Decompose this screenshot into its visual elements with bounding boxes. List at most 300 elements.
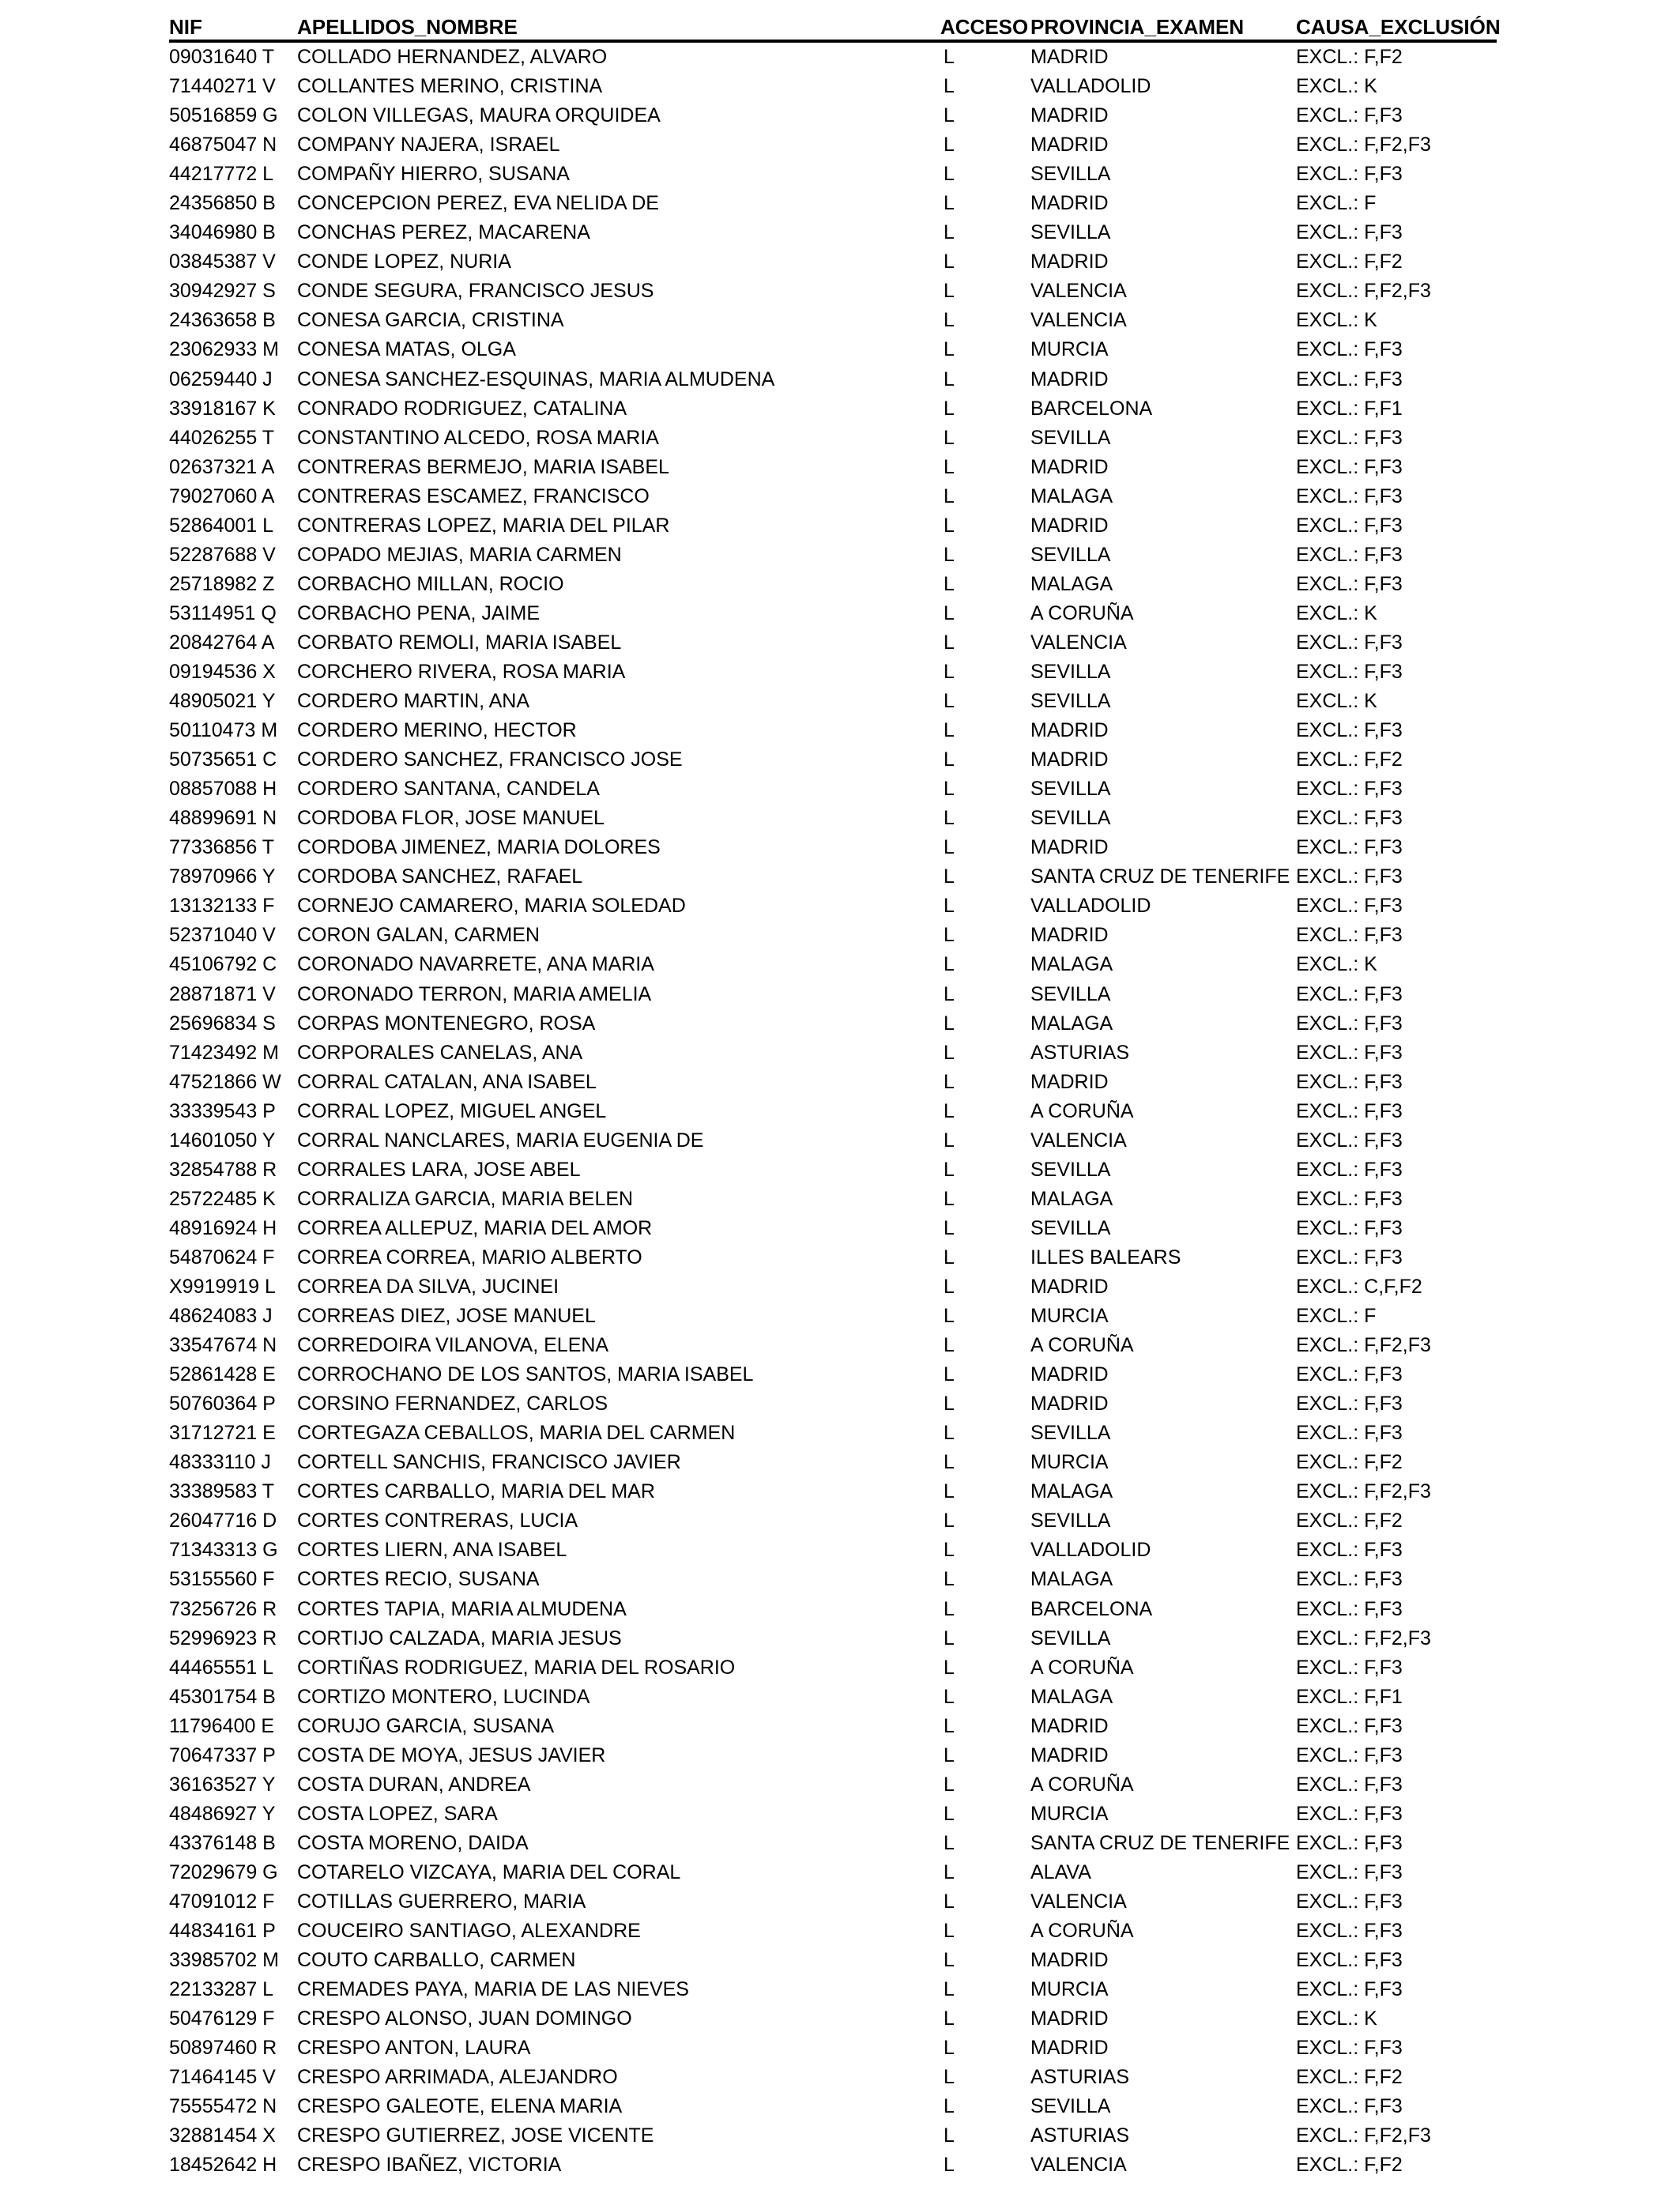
- cell-nif: 14601050 Y: [169, 1129, 276, 1152]
- cell-nif: X9919919 L: [169, 1275, 276, 1298]
- cell-causa-exclusion: EXCL.: F,F3: [1296, 719, 1403, 742]
- cell-nif: 08857088 H: [169, 778, 277, 801]
- cell-provincia-examen: MADRID: [1030, 46, 1109, 69]
- cell-causa-exclusion: EXCL.: F,F3: [1296, 1070, 1403, 1093]
- cell-nif: 11796400 E: [169, 1714, 274, 1737]
- cell-causa-exclusion: EXCL.: F,F3: [1296, 924, 1403, 947]
- cell-provincia-examen: MADRID: [1030, 251, 1109, 273]
- cell-provincia-examen: MALAGA: [1030, 1012, 1113, 1035]
- cell-causa-exclusion: EXCL.: F,F3: [1296, 163, 1403, 186]
- cell-provincia-examen: MURCIA: [1030, 1305, 1109, 1328]
- cell-apellidos-nombre: CORDOBA FLOR, JOSE MANUEL: [297, 807, 605, 830]
- cell-provincia-examen: MADRID: [1030, 2007, 1109, 2030]
- cell-causa-exclusion: EXCL.: F,F3: [1296, 836, 1403, 859]
- cell-acceso: L: [944, 1246, 955, 1269]
- table-row: [169, 1858, 1497, 1887]
- cell-nif: 22133287 L: [169, 1978, 274, 2001]
- cell-apellidos-nombre: CONCEPCION PEREZ, EVA NELIDA DE: [297, 192, 659, 215]
- cell-provincia-examen: MADRID: [1030, 1393, 1109, 1416]
- cell-acceso: L: [944, 1480, 955, 1503]
- cell-provincia-examen: MURCIA: [1030, 1451, 1109, 1474]
- table-row: [169, 687, 1497, 716]
- table-row: [169, 541, 1497, 570]
- cell-acceso: L: [944, 1539, 955, 1562]
- cell-acceso: L: [944, 397, 955, 420]
- cell-nif: 36163527 Y: [169, 1773, 276, 1796]
- table-row: [169, 306, 1497, 335]
- cell-apellidos-nombre: COSTA MORENO, DAIDA: [297, 1831, 529, 1854]
- cell-nif: 33918167 K: [169, 397, 276, 420]
- cell-provincia-examen: SEVILLA: [1030, 1158, 1111, 1181]
- cell-nif: 50110473 M: [169, 719, 278, 742]
- exclusion-table: [169, 8, 1501, 2180]
- cell-acceso: L: [944, 2066, 955, 2089]
- cell-causa-exclusion: EXCL.: F,F3: [1296, 1890, 1403, 1913]
- cell-nif: 79027060 A: [169, 484, 275, 507]
- cell-provincia-examen: MALAGA: [1030, 953, 1113, 976]
- cell-apellidos-nombre: CORDOBA JIMENEZ, MARIA DOLORES: [297, 836, 661, 859]
- cell-provincia-examen: SEVILLA: [1030, 543, 1111, 566]
- cell-apellidos-nombre: CORDERO MERINO, HECTOR: [297, 719, 577, 742]
- cell-provincia-examen: MALAGA: [1030, 572, 1113, 595]
- table-row: [169, 1653, 1497, 1683]
- cell-nif: 44834161 P: [169, 1920, 276, 1943]
- cell-nif: 33547674 N: [169, 1334, 277, 1357]
- cell-acceso: L: [944, 748, 955, 771]
- cell-apellidos-nombre: CRESPO ANTON, LAURA: [297, 2037, 531, 2060]
- cell-nif: 78970966 Y: [169, 865, 276, 888]
- header-apellidos-nombre: APELLIDOS_NOMBRE: [297, 8, 940, 41]
- cell-apellidos-nombre: CORRAL NANCLARES, MARIA EUGENIA DE: [297, 1129, 704, 1152]
- cell-provincia-examen: A CORUÑA: [1030, 601, 1134, 624]
- table-row: [169, 2092, 1497, 2121]
- cell-acceso: L: [944, 1216, 955, 1239]
- table-row: [169, 511, 1497, 541]
- cell-nif: 48624083 J: [169, 1305, 273, 1328]
- cell-causa-exclusion: EXCL.: F,F3: [1296, 982, 1403, 1005]
- table-row: [169, 1155, 1497, 1185]
- cell-provincia-examen: BARCELONA: [1030, 1597, 1153, 1620]
- cell-nif: 09194536 X: [169, 661, 276, 683]
- cell-causa-exclusion: EXCL.: F,F3: [1296, 1187, 1403, 1210]
- cell-acceso: L: [944, 46, 955, 69]
- table-row: [169, 453, 1497, 482]
- cell-causa-exclusion: EXCL.: K: [1296, 75, 1377, 98]
- cell-nif: 72029679 G: [169, 1860, 278, 1883]
- cell-nif: 48899691 N: [169, 807, 277, 830]
- cell-causa-exclusion: EXCL.: F,F3: [1296, 104, 1403, 127]
- cell-causa-exclusion: EXCL.: F,F3: [1296, 1978, 1403, 2001]
- cell-nif: 50735651 C: [169, 748, 277, 771]
- cell-provincia-examen: MADRID: [1030, 134, 1109, 156]
- cell-provincia-examen: ILLES BALEARS: [1030, 1246, 1181, 1269]
- table-row: [169, 482, 1497, 511]
- cell-apellidos-nombre: CORREDOIRA VILANOVA, ELENA: [297, 1334, 609, 1357]
- cell-causa-exclusion: EXCL.: F,F3: [1296, 543, 1403, 566]
- cell-provincia-examen: MADRID: [1030, 1363, 1109, 1386]
- table-row: [169, 2063, 1497, 2092]
- cell-causa-exclusion: EXCL.: F,F3: [1296, 1860, 1403, 1883]
- cell-provincia-examen: VALENCIA: [1030, 2154, 1127, 2177]
- cell-nif: 32854788 R: [169, 1158, 277, 1181]
- cell-provincia-examen: MALAGA: [1030, 1187, 1113, 1210]
- table-row: [169, 1770, 1497, 1800]
- cell-acceso: L: [944, 543, 955, 566]
- table-row: [169, 570, 1497, 599]
- table-row: [169, 1214, 1497, 1243]
- cell-causa-exclusion: EXCL.: F: [1296, 1305, 1377, 1328]
- cell-provincia-examen: MADRID: [1030, 455, 1109, 478]
- cell-causa-exclusion: EXCL.: F,F2: [1296, 1510, 1403, 1532]
- cell-apellidos-nombre: CORON GALAN, CARMEN: [297, 924, 540, 947]
- cell-acceso: L: [944, 1041, 955, 1064]
- table-row: [169, 950, 1497, 979]
- cell-apellidos-nombre: CORDOBA SANCHEZ, RAFAEL: [297, 865, 583, 888]
- cell-nif: 70647337 P: [169, 1744, 276, 1766]
- cell-provincia-examen: SEVILLA: [1030, 661, 1111, 683]
- cell-acceso: L: [944, 221, 955, 244]
- table-row: [169, 424, 1497, 453]
- cell-causa-exclusion: EXCL.: F,F3: [1296, 1656, 1403, 1679]
- cell-causa-exclusion: EXCL.: F,F3: [1296, 484, 1403, 507]
- cell-apellidos-nombre: CORTES CARBALLO, MARIA DEL MAR: [297, 1480, 655, 1503]
- cell-nif: 44465551 L: [169, 1656, 274, 1679]
- cell-apellidos-nombre: CONRADO RODRIGUEZ, CATALINA: [297, 397, 627, 420]
- cell-provincia-examen: SEVILLA: [1030, 1510, 1111, 1532]
- cell-acceso: L: [944, 1129, 955, 1152]
- table-row: [169, 2034, 1497, 2063]
- table-row: [169, 980, 1497, 1009]
- cell-causa-exclusion: EXCL.: F,F3: [1296, 368, 1403, 390]
- cell-acceso: L: [944, 455, 955, 478]
- table-row: [169, 1126, 1497, 1155]
- cell-acceso: L: [944, 134, 955, 156]
- cell-apellidos-nombre: CRESPO GALEOTE, ELENA MARIA: [297, 2095, 623, 2118]
- cell-apellidos-nombre: CONESA SANCHEZ-ESQUINAS, MARIA ALMUDENA: [297, 368, 775, 390]
- cell-nif: 44217772 L: [169, 163, 274, 186]
- cell-provincia-examen: MADRID: [1030, 836, 1109, 859]
- cell-apellidos-nombre: CORPAS MONTENEGRO, ROSA: [297, 1012, 596, 1035]
- cell-acceso: L: [944, 1744, 955, 1766]
- cell-apellidos-nombre: CONTRERAS LOPEZ, MARIA DEL PILAR: [297, 514, 670, 537]
- cell-causa-exclusion: EXCL.: F,F2: [1296, 2154, 1403, 2177]
- cell-acceso: L: [944, 2037, 955, 2060]
- cell-apellidos-nombre: COSTA DE MOYA, JESUS JAVIER: [297, 1744, 606, 1766]
- cell-provincia-examen: MADRID: [1030, 748, 1109, 771]
- cell-provincia-examen: SANTA CRUZ DE TENERIFE: [1030, 865, 1290, 888]
- cell-apellidos-nombre: CONESA GARCIA, CRISTINA: [297, 309, 564, 332]
- table-row: [169, 1419, 1497, 1448]
- cell-nif: 50760364 P: [169, 1393, 276, 1416]
- cell-nif: 52861428 E: [169, 1363, 276, 1386]
- cell-nif: 26047716 D: [169, 1510, 277, 1532]
- cell-causa-exclusion: EXCL.: F,F3: [1296, 426, 1403, 449]
- table-row: [169, 599, 1497, 628]
- cell-acceso: L: [944, 2154, 955, 2177]
- cell-provincia-examen: SEVILLA: [1030, 982, 1111, 1005]
- cell-apellidos-nombre: CRESPO GUTIERREZ, JOSE VICENTE: [297, 2124, 654, 2147]
- table-row: [169, 628, 1497, 658]
- table-row: [169, 1068, 1497, 1097]
- cell-nif: 13132133 F: [169, 895, 275, 918]
- table-row: [169, 1097, 1497, 1126]
- cell-causa-exclusion: EXCL.: F,F1: [1296, 1685, 1403, 1708]
- cell-apellidos-nombre: CONESA MATAS, OLGA: [297, 338, 516, 361]
- table-row: [169, 1946, 1497, 1975]
- cell-apellidos-nombre: CORREA ALLEPUZ, MARIA DEL AMOR: [297, 1216, 653, 1239]
- cell-acceso: L: [944, 1510, 955, 1532]
- table-row: [169, 892, 1497, 921]
- cell-provincia-examen: MADRID: [1030, 104, 1109, 127]
- cell-nif: 46875047 N: [169, 134, 277, 156]
- cell-apellidos-nombre: COPADO MEJIAS, MARIA CARMEN: [297, 543, 622, 566]
- table-row: [169, 2151, 1497, 2180]
- cell-causa-exclusion: EXCL.: F,F2,F3: [1296, 1334, 1431, 1357]
- cell-apellidos-nombre: CRESPO ARRIMADA, ALEJANDRO: [297, 2066, 618, 2089]
- cell-acceso: L: [944, 1187, 955, 1210]
- cell-acceso: L: [944, 1305, 955, 1328]
- cell-causa-exclusion: EXCL.: F,F3: [1296, 1012, 1403, 1035]
- table-row: [169, 658, 1497, 687]
- table-row: [169, 72, 1497, 101]
- cell-causa-exclusion: EXCL.: F,F3: [1296, 1393, 1403, 1416]
- cell-acceso: L: [944, 1860, 955, 1883]
- cell-causa-exclusion: EXCL.: F,F3: [1296, 1744, 1403, 1766]
- cell-nif: 54870624 F: [169, 1246, 275, 1269]
- cell-apellidos-nombre: CORBACHO MILLAN, ROCIO: [297, 572, 564, 595]
- cell-acceso: L: [944, 982, 955, 1005]
- cell-nif: 24363658 B: [169, 309, 276, 332]
- cell-causa-exclusion: EXCL.: F,F2: [1296, 1451, 1403, 1474]
- cell-apellidos-nombre: CORTES TAPIA, MARIA ALMUDENA: [297, 1597, 627, 1620]
- cell-nif: 71423492 M: [169, 1041, 280, 1064]
- table-row: [169, 1448, 1497, 1477]
- cell-nif: 31712721 E: [169, 1422, 276, 1445]
- cell-acceso: L: [944, 631, 955, 654]
- cell-acceso: L: [944, 426, 955, 449]
- cell-nif: 09031640 T: [169, 46, 274, 69]
- cell-nif: 50516859 G: [169, 104, 278, 127]
- cell-nif: 02637321 A: [169, 455, 275, 478]
- cell-acceso: L: [944, 836, 955, 859]
- cell-provincia-examen: VALENCIA: [1030, 1129, 1127, 1152]
- cell-nif: 48333110 J: [169, 1451, 271, 1474]
- header-acceso: ACCESO: [940, 8, 1030, 41]
- cell-causa-exclusion: EXCL.: F,F3: [1296, 895, 1403, 918]
- cell-causa-exclusion: EXCL.: F,F2: [1296, 748, 1403, 771]
- cell-apellidos-nombre: CORRAL CATALAN, ANA ISABEL: [297, 1070, 597, 1093]
- cell-nif: 50897460 R: [169, 2037, 277, 2060]
- cell-provincia-examen: MURCIA: [1030, 1978, 1109, 2001]
- cell-acceso: L: [944, 865, 955, 888]
- cell-causa-exclusion: EXCL.: F,F3: [1296, 338, 1403, 361]
- cell-acceso: L: [944, 1334, 955, 1357]
- cell-apellidos-nombre: CONCHAS PEREZ, MACARENA: [297, 221, 590, 244]
- cell-acceso: L: [944, 1773, 955, 1796]
- cell-provincia-examen: MURCIA: [1030, 338, 1109, 361]
- cell-provincia-examen: SEVILLA: [1030, 426, 1111, 449]
- cell-nif: 32881454 X: [169, 2124, 276, 2147]
- cell-provincia-examen: MADRID: [1030, 719, 1109, 742]
- cell-causa-exclusion: EXCL.: F,F3: [1296, 807, 1403, 830]
- cell-nif: 48916924 H: [169, 1216, 277, 1239]
- cell-provincia-examen: MADRID: [1030, 924, 1109, 947]
- cell-causa-exclusion: EXCL.: F,F3: [1296, 1041, 1403, 1064]
- cell-acceso: L: [944, 1949, 955, 1972]
- table-row: [169, 394, 1497, 424]
- cell-apellidos-nombre: COLON VILLEGAS, MAURA ORQUIDEA: [297, 104, 661, 127]
- cell-acceso: L: [944, 2124, 955, 2147]
- cell-nif: 33985702 M: [169, 1949, 280, 1972]
- cell-acceso: L: [944, 104, 955, 127]
- table-row: [169, 1536, 1497, 1565]
- cell-acceso: L: [944, 309, 955, 332]
- cell-provincia-examen: MADRID: [1030, 1070, 1109, 1093]
- cell-nif: 25718982 Z: [169, 572, 275, 595]
- cell-acceso: L: [944, 601, 955, 624]
- cell-provincia-examen: MADRID: [1030, 514, 1109, 537]
- table-row: [169, 1594, 1497, 1623]
- cell-apellidos-nombre: CORTIJO CALZADA, MARIA JESUS: [297, 1627, 622, 1649]
- cell-causa-exclusion: EXCL.: F,F2,F3: [1296, 280, 1431, 303]
- cell-provincia-examen: A CORUÑA: [1030, 1334, 1134, 1357]
- cell-nif: 77336856 T: [169, 836, 274, 859]
- cell-causa-exclusion: EXCL.: F,F2: [1296, 251, 1403, 273]
- cell-provincia-examen: VALLADOLID: [1030, 1539, 1151, 1562]
- cell-apellidos-nombre: COUCEIRO SANTIAGO, ALEXANDRE: [297, 1920, 641, 1943]
- cell-apellidos-nombre: CRESPO IBAÑEZ, VICTORIA: [297, 2154, 562, 2177]
- cell-nif: 24356850 B: [169, 192, 276, 215]
- cell-apellidos-nombre: CORDERO SANCHEZ, FRANCISCO JOSE: [297, 748, 683, 771]
- cell-nif: 45106792 C: [169, 953, 277, 976]
- cell-nif: 48905021 Y: [169, 690, 276, 713]
- table-row: [169, 1389, 1497, 1419]
- cell-causa-exclusion: EXCL.: F,F3: [1296, 2037, 1403, 2060]
- cell-provincia-examen: A CORUÑA: [1030, 1773, 1134, 1796]
- table-row: [169, 1243, 1497, 1272]
- table-row: [169, 2121, 1497, 2151]
- cell-causa-exclusion: EXCL.: F,F3: [1296, 778, 1403, 801]
- cell-causa-exclusion: EXCL.: K: [1296, 690, 1377, 713]
- cell-causa-exclusion: EXCL.: F,F3: [1296, 1802, 1403, 1825]
- cell-acceso: L: [944, 514, 955, 537]
- cell-nif: 34046980 B: [169, 221, 276, 244]
- cell-acceso: L: [944, 1363, 955, 1386]
- table-row: [169, 247, 1497, 277]
- table-row: [169, 1477, 1497, 1506]
- cell-nif: 73256726 R: [169, 1597, 277, 1620]
- cell-nif: 06259440 J: [169, 368, 273, 390]
- cell-acceso: L: [944, 778, 955, 801]
- header-provincia-examen: PROVINCIA_EXAMEN: [1030, 8, 1296, 41]
- cell-nif: 23062933 M: [169, 338, 280, 361]
- cell-provincia-examen: SEVILLA: [1030, 778, 1111, 801]
- cell-apellidos-nombre: COMPAÑY HIERRO, SUSANA: [297, 163, 570, 186]
- cell-apellidos-nombre: CREMADES PAYA, MARIA DE LAS NIEVES: [297, 1978, 689, 2001]
- cell-provincia-examen: A CORUÑA: [1030, 1656, 1134, 1679]
- cell-apellidos-nombre: CORDERO SANTANA, CANDELA: [297, 778, 600, 801]
- cell-causa-exclusion: EXCL.: F,F2: [1296, 2066, 1403, 2089]
- cell-nif: 47091012 F: [169, 1890, 275, 1913]
- cell-apellidos-nombre: CORTES CONTRERAS, LUCIA: [297, 1510, 578, 1532]
- cell-apellidos-nombre: CORRALES LARA, JOSE ABEL: [297, 1158, 581, 1181]
- table-row: [169, 1506, 1497, 1536]
- cell-acceso: L: [944, 1978, 955, 2001]
- cell-apellidos-nombre: CORTIZO MONTERO, LUCINDA: [297, 1685, 590, 1708]
- cell-acceso: L: [944, 1568, 955, 1591]
- cell-causa-exclusion: EXCL.: K: [1296, 2007, 1377, 2030]
- cell-apellidos-nombre: CORONADO TERRON, MARIA AMELIA: [297, 982, 652, 1005]
- cell-provincia-examen: MADRID: [1030, 1275, 1109, 1298]
- table-row: [169, 1800, 1497, 1829]
- cell-nif: 03845387 V: [169, 251, 276, 273]
- cell-apellidos-nombre: CRESPO ALONSO, JUAN DOMINGO: [297, 2007, 632, 2030]
- cell-acceso: L: [944, 1656, 955, 1679]
- table-row: [169, 1272, 1497, 1302]
- cell-acceso: L: [944, 1714, 955, 1737]
- table-row: [169, 775, 1497, 804]
- cell-causa-exclusion: EXCL.: F,F3: [1296, 514, 1403, 537]
- cell-causa-exclusion: EXCL.: F,F3: [1296, 1422, 1403, 1445]
- cell-acceso: L: [944, 75, 955, 98]
- cell-nif: 71343313 G: [169, 1539, 278, 1562]
- cell-apellidos-nombre: CONDE SEGURA, FRANCISCO JESUS: [297, 280, 654, 303]
- table-row: [169, 1712, 1497, 1741]
- cell-provincia-examen: MALAGA: [1030, 1480, 1113, 1503]
- cell-acceso: L: [944, 1627, 955, 1649]
- cell-acceso: L: [944, 1802, 955, 1825]
- table-row: [169, 1360, 1497, 1389]
- cell-apellidos-nombre: COTILLAS GUERRERO, MARIA: [297, 1890, 586, 1913]
- cell-acceso: L: [944, 1158, 955, 1181]
- cell-apellidos-nombre: CORTELL SANCHIS, FRANCISCO JAVIER: [297, 1451, 681, 1474]
- cell-apellidos-nombre: CORRALIZA GARCIA, MARIA BELEN: [297, 1187, 634, 1210]
- cell-nif: 47521866 W: [169, 1070, 281, 1093]
- cell-causa-exclusion: EXCL.: F,F3: [1296, 865, 1403, 888]
- cell-nif: 33389583 T: [169, 1480, 274, 1503]
- cell-acceso: L: [944, 251, 955, 273]
- cell-causa-exclusion: EXCL.: F,F3: [1296, 661, 1403, 683]
- cell-nif: 50476129 F: [169, 2007, 275, 2030]
- cell-apellidos-nombre: COMPANY NAJERA, ISRAEL: [297, 134, 560, 156]
- cell-apellidos-nombre: CONTRERAS BERMEJO, MARIA ISABEL: [297, 455, 669, 478]
- cell-apellidos-nombre: CORBACHO PENA, JAIME: [297, 601, 540, 624]
- table-row: [169, 130, 1497, 160]
- table-row: [169, 804, 1497, 833]
- table-row: [169, 1624, 1497, 1653]
- cell-causa-exclusion: EXCL.: F,F3: [1296, 1363, 1403, 1386]
- cell-acceso: L: [944, 338, 955, 361]
- table-row: [169, 1917, 1497, 1946]
- table-row: [169, 745, 1497, 775]
- cell-apellidos-nombre: CORUJO GARCIA, SUSANA: [297, 1714, 555, 1737]
- cell-nif: 45301754 B: [169, 1685, 276, 1708]
- table-row: [169, 1683, 1497, 1712]
- cell-causa-exclusion: EXCL.: F,F3: [1296, 572, 1403, 595]
- cell-acceso: L: [944, 1393, 955, 1416]
- cell-provincia-examen: SEVILLA: [1030, 1422, 1111, 1445]
- cell-causa-exclusion: EXCL.: F,F3: [1296, 221, 1403, 244]
- cell-nif: 30942927 S: [169, 280, 276, 303]
- cell-provincia-examen: MALAGA: [1030, 1568, 1113, 1591]
- table-row: [169, 1829, 1497, 1858]
- cell-causa-exclusion: EXCL.: K: [1296, 953, 1377, 976]
- cell-apellidos-nombre: CORONADO NAVARRETE, ANA MARIA: [297, 953, 654, 976]
- cell-provincia-examen: SEVILLA: [1030, 690, 1111, 713]
- cell-nif: 53114951 Q: [169, 601, 277, 624]
- cell-apellidos-nombre: COUTO CARBALLO, CARMEN: [297, 1949, 576, 1972]
- table-row: [169, 1009, 1497, 1039]
